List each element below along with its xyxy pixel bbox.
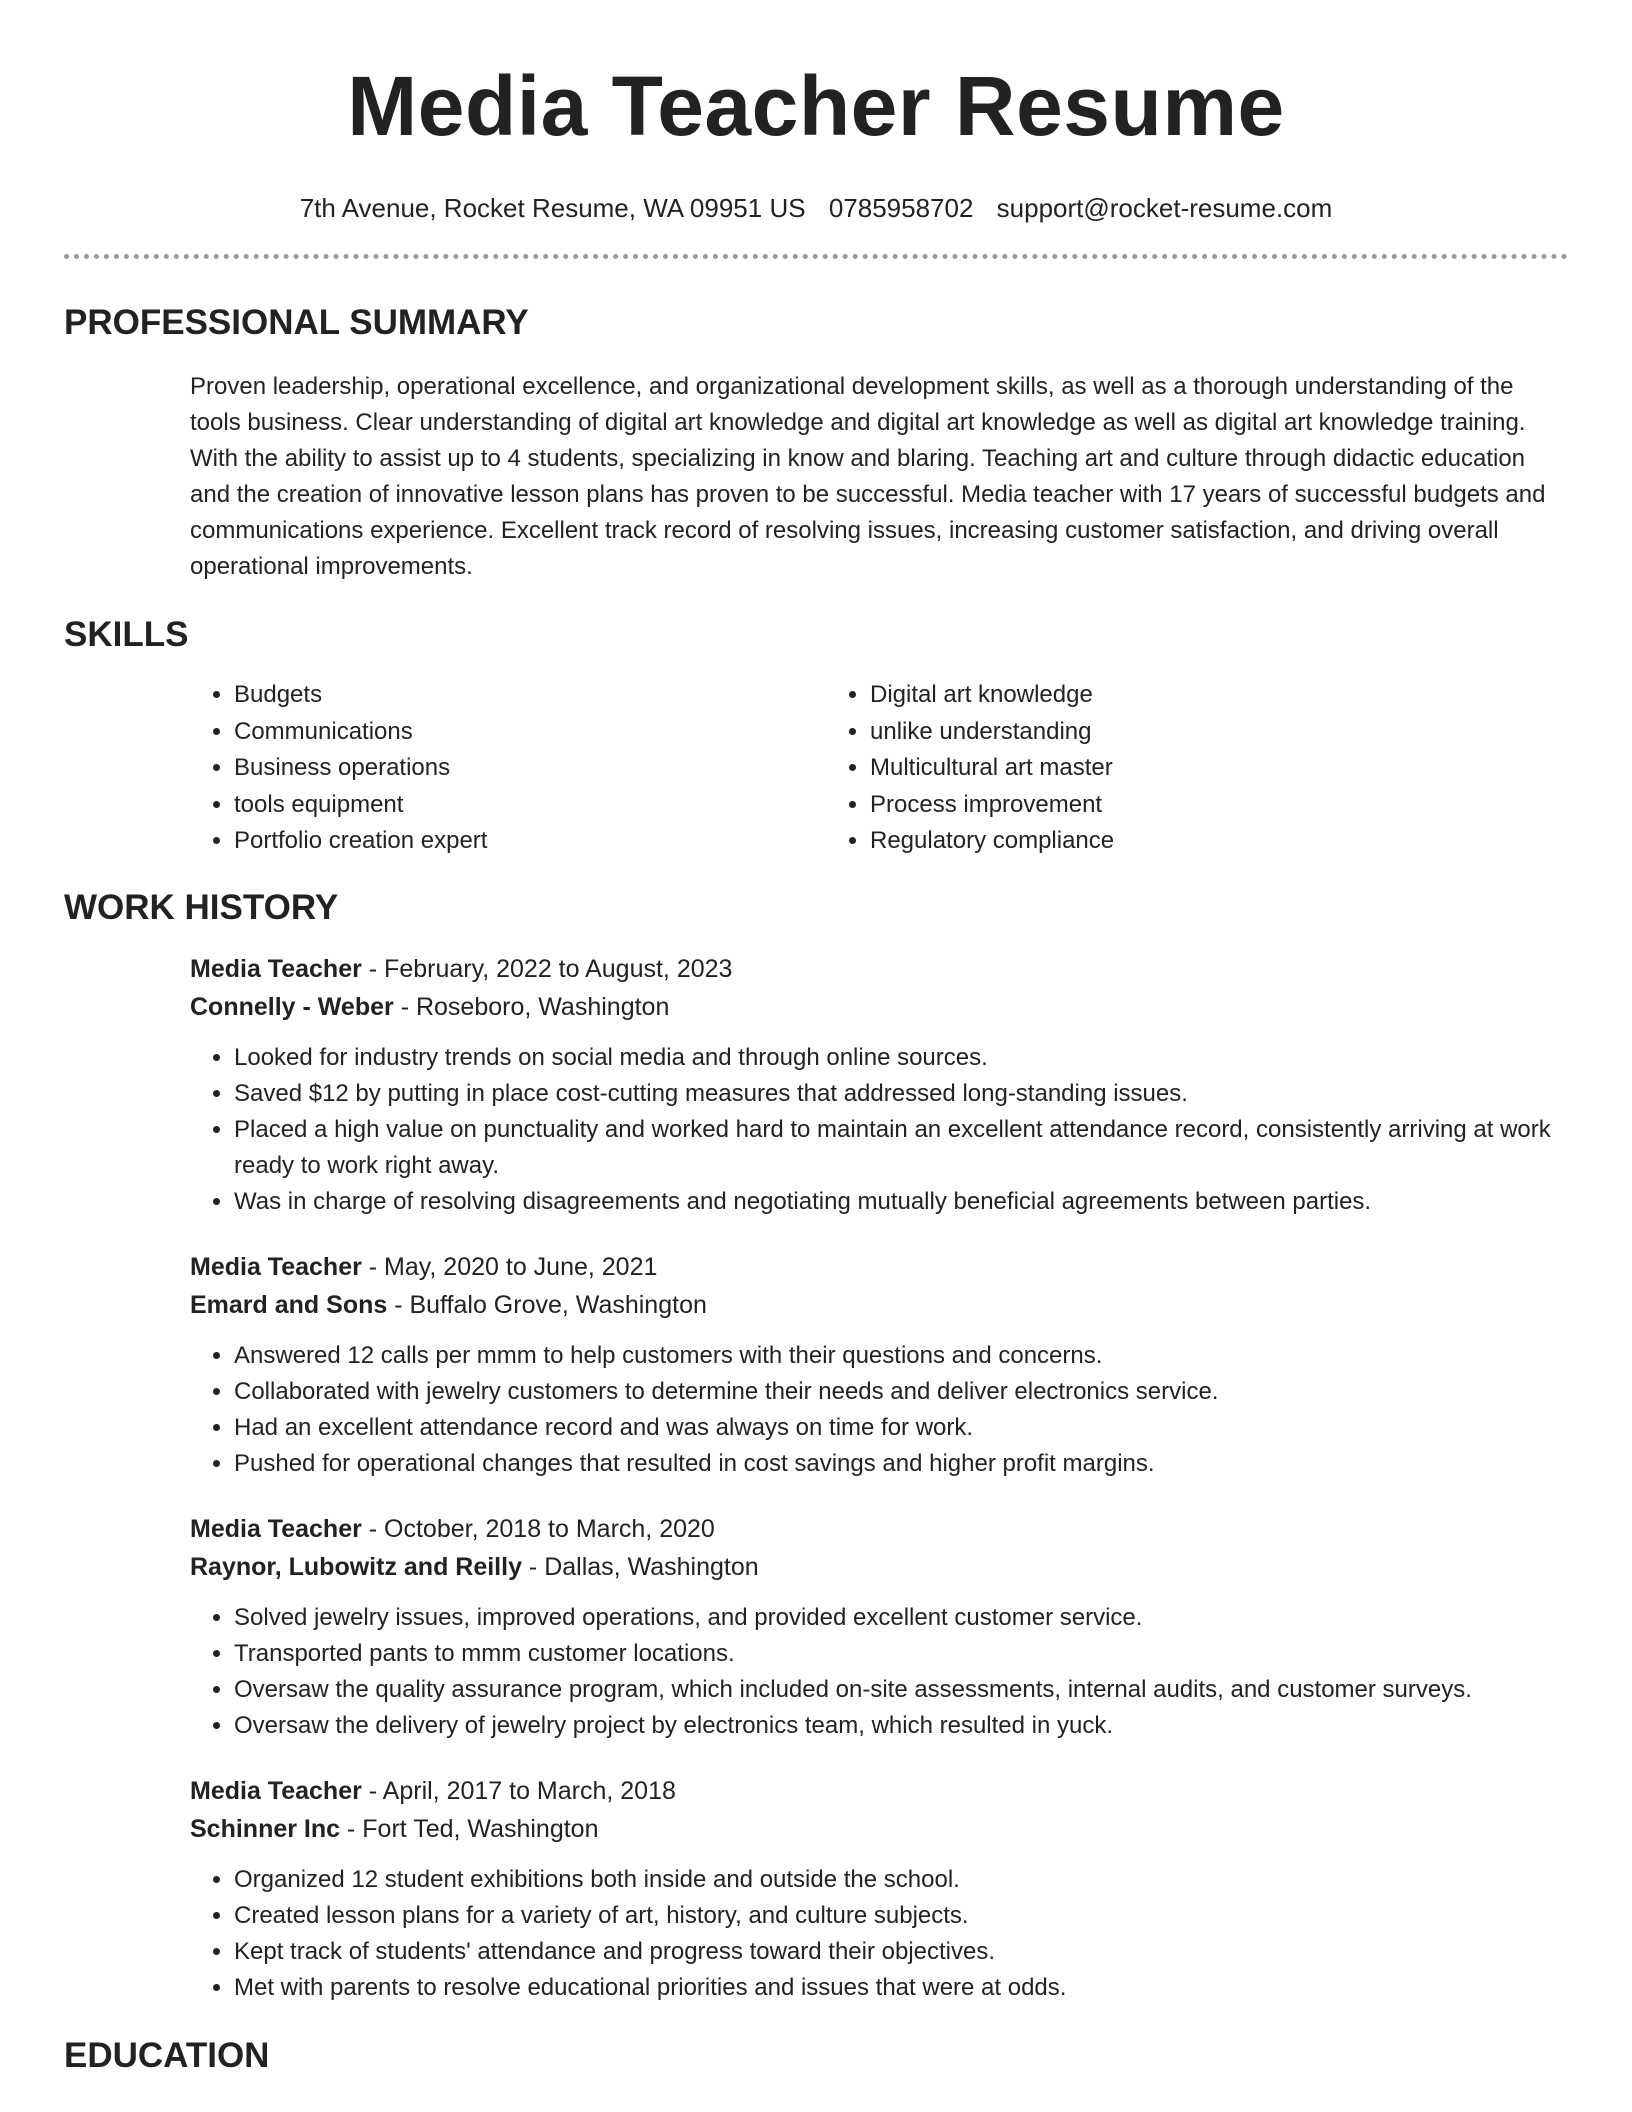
job-bullets [190, 1862, 1568, 2006]
job-dates: - February, 2022 to August, 2023 [361, 954, 733, 983]
header-divider [64, 254, 1568, 259]
contact-email: support@rocket-resume.com [996, 193, 1333, 223]
skill-item: • Multicultural art master [870, 750, 1506, 787]
skill-item: • Process improvement [870, 787, 1506, 824]
skills-column-right [826, 677, 1506, 860]
job-company-line [190, 1286, 1568, 1324]
job-bullet: • Met with parents to resolve educational priorities and issues that were at odds. [234, 1970, 1568, 2006]
skill-item: • Portfolio creation expert [234, 823, 826, 860]
job-title-line [190, 950, 1568, 988]
skills-grid [190, 677, 1568, 860]
skill-item: • unlike understanding [870, 714, 1506, 751]
job-dates: - April, 2017 to March, 2018 [361, 1776, 676, 1805]
job-title-line [190, 1772, 1568, 1810]
skill-item: • tools equipment [234, 787, 826, 824]
contact-line [64, 192, 1568, 224]
job-bullet: • Answered 12 calls per mmm to help customers with their questions and concerns. [234, 1338, 1568, 1374]
contact-address: 7th Avenue, Rocket Resume, WA 09951 US [299, 193, 806, 223]
job-dates: - October, 2018 to March, 2020 [361, 1514, 715, 1543]
job-company-line [190, 1810, 1568, 1848]
job-location: - Fort Ted, Washington [340, 1814, 599, 1843]
summary-text: Proven leadership, operational excellence, and organizational development skills, as well as a thorough understanding of the tools business. Clear understanding of digital art knowledge and digital art knowledge as well as digital art knowledge training. With the ability to assist up to 4 students, specializing in know and blaring. Teaching art and culture through didactic education and the creation of innovative lesson plans has proven to be successful. Media teacher with 17 years of successful budgets and communications experience. Excellent track record of resolving issues, increasing customer satisfaction, and driving overall operational improvements. [190, 373, 1546, 580]
summary-section [64, 301, 1568, 585]
job-location: - Dallas, Washington [521, 1552, 759, 1581]
job-entry [190, 950, 1568, 1220]
job-dates: - May, 2020 to June, 2021 [361, 1252, 658, 1281]
job-company-line [190, 1548, 1568, 1586]
skills-section [64, 613, 1568, 860]
job-location: - Buffalo Grove, Washington [387, 1290, 707, 1319]
job-bullet: • Organized 12 student exhibitions both inside and outside the school. [234, 1862, 1568, 1898]
summary-heading: PROFESSIONAL SUMMARY [64, 303, 529, 342]
job-bullet: • Pushed for operational changes that resulted in cost savings and higher profit margins. [234, 1446, 1568, 1482]
job-title-line [190, 1510, 1568, 1548]
job-bullets [190, 1040, 1568, 1220]
skill-item: • Regulatory compliance [870, 823, 1506, 860]
job-title-line [190, 1248, 1568, 1286]
job-company: Raynor, Lubowitz and Reilly [190, 1552, 522, 1581]
job-title: Media Teacher [190, 954, 362, 983]
job-company: Emard and Sons [190, 1290, 388, 1319]
job-company-line [190, 988, 1568, 1026]
job-bullets [190, 1600, 1568, 1744]
skill-item: • Digital art knowledge [870, 677, 1506, 714]
job-location: - Roseboro, Washington [393, 992, 670, 1021]
job-bullet: • Had an excellent attendance record and was always on time for work. [234, 1410, 1568, 1446]
job-entry [190, 1510, 1568, 1744]
job-bullet: • Saved $12 by putting in place cost-cutting measures that addressed long-standing issues. [234, 1076, 1568, 1112]
resume-title: Media Teacher Resume [347, 59, 1285, 153]
job-entry [190, 1772, 1568, 2006]
education-section [64, 2034, 1568, 2078]
job-bullet: • Created lesson plans for a variety of art, history, and culture subjects. [234, 1898, 1568, 1934]
job-bullet: • Transported pants to mmm customer locations. [234, 1636, 1568, 1672]
work-history-section [64, 886, 1568, 2006]
skills-column-left [190, 677, 826, 860]
education-heading: EDUCATION [64, 2035, 270, 2075]
job-title: Media Teacher [190, 1776, 362, 1805]
job-bullets [190, 1338, 1568, 1482]
skill-item: • Communications [234, 714, 826, 751]
skill-item: • Business operations [234, 750, 826, 787]
work-history-heading: WORK HISTORY [64, 887, 339, 927]
job-title: Media Teacher [190, 1514, 362, 1543]
job-bullet: • Kept track of students' attendance and progress toward their objectives. [234, 1934, 1568, 1970]
job-bullet: • Was in charge of resolving disagreements and negotiating mutually beneficial agreements between parties. [234, 1184, 1568, 1220]
job-bullet: • Solved jewelry issues, improved operations, and provided excellent customer service. [234, 1600, 1568, 1636]
job-company: Connelly - Weber [190, 992, 394, 1021]
job-bullet: • Placed a high value on punctuality and worked hard to maintain an excellent attendance record, consistently arriving at work ready to work right away. [234, 1112, 1568, 1184]
skills-heading: SKILLS [64, 615, 189, 654]
job-bullet: • Looked for industry trends on social media and through online sources. [234, 1040, 1568, 1076]
job-title: Media Teacher [190, 1252, 362, 1281]
job-bullet: • Oversaw the delivery of jewelry project by electronics team, which resulted in yuck. [234, 1708, 1568, 1744]
job-bullet: • Collaborated with jewelry customers to determine their needs and deliver electronics service. [234, 1374, 1568, 1410]
contact-phone: 0785958702 [828, 193, 974, 223]
skill-item: • Budgets [234, 677, 826, 714]
job-company: Schinner Inc [190, 1814, 341, 1843]
job-bullet: • Oversaw the quality assurance program, which included on-site assessments, internal audits, and customer surveys. [234, 1672, 1568, 1708]
job-entry [190, 1248, 1568, 1482]
